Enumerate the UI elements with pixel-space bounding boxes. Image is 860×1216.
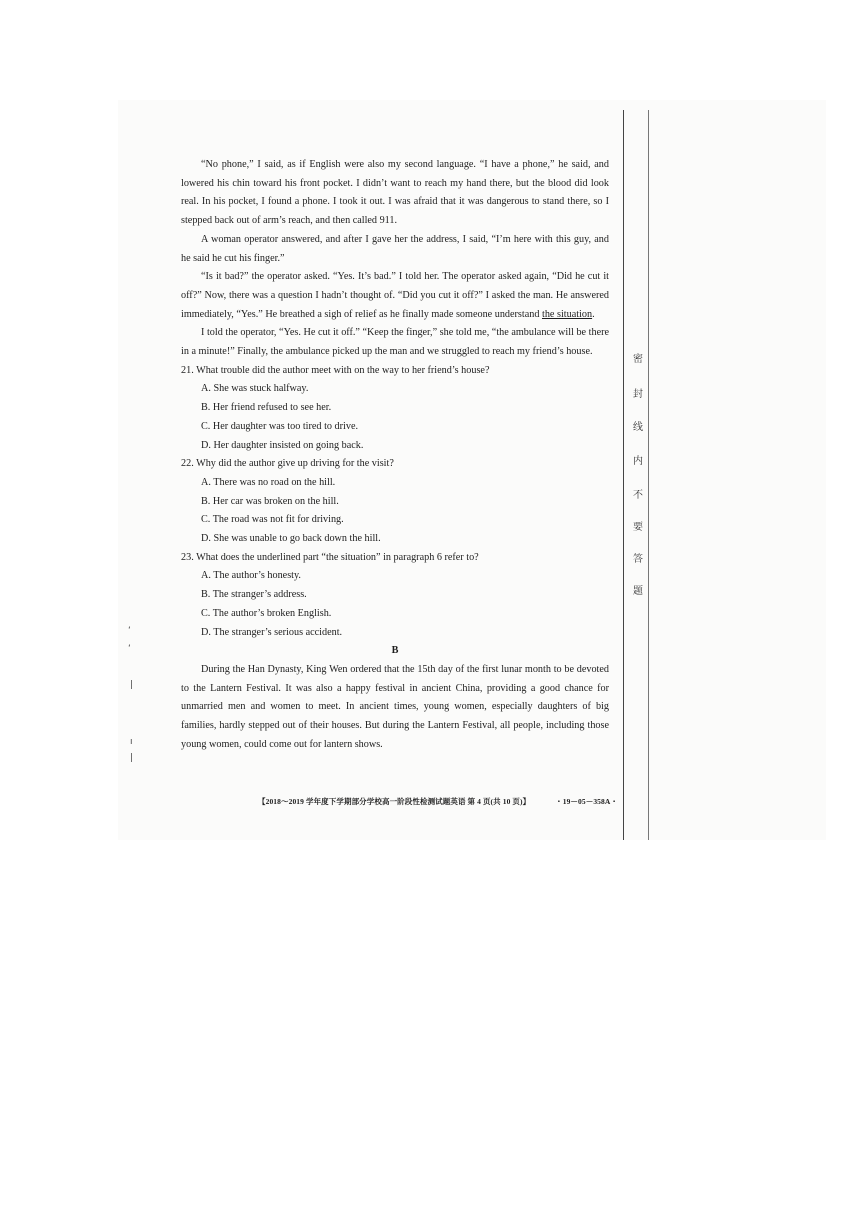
footer-exam-info: 【2018～2019 学年度下学期部分学校高一阶段性检测试题英语 第 4 页(共 10 页)】 xyxy=(258,797,531,806)
question-21-option-c: C. Her daughter was too tired to drive. xyxy=(201,420,359,432)
question-21-option-a: A. She was stuck halfway. xyxy=(201,383,309,395)
seal-char-2: 封 xyxy=(633,389,643,400)
question-22-option-c: C. The road was not fit for driving. xyxy=(201,514,344,526)
binding-line-outer xyxy=(648,110,649,840)
question-21-option-d: D. Her daughter insisted on going back. xyxy=(201,439,364,451)
question-22-option-d: D. She was unable to go back down the hill. xyxy=(201,533,381,545)
section-b-label: B xyxy=(391,645,399,657)
binding-line xyxy=(623,110,624,840)
margin-scan-mark: ı xyxy=(130,737,133,747)
question-23-stem: 23. What does the underlined part “the situation” in paragraph 6 refer to? xyxy=(181,551,479,563)
question-23-option-a: A. The author’s honesty. xyxy=(201,570,301,582)
passage-paragraph-3 xyxy=(181,268,609,324)
seal-char-6: 要 xyxy=(633,522,643,533)
question-22-option-b: B. Her car was broken on the hill. xyxy=(201,495,339,507)
question-23-option-c: C. The author’s broken English. xyxy=(201,607,332,619)
section-b-paragraph: During the Han Dynasty, King Wen ordered that the 15th day of the first lunar month to be devoted to the Lantern Festival. It was also a happy festival in ancient China, providing a good chance for unmarried men and women to meet. In ancient times, young women, especially daughters of big families, hardly stepped out of their houses. But during the Lantern Festival, all people, including those young women, could come out for lantern shows. xyxy=(181,663,609,750)
question-23-option-b: B. The stranger’s address. xyxy=(201,589,307,601)
seal-char-8: 题 xyxy=(633,586,643,597)
margin-scan-mark: | xyxy=(130,680,134,690)
question-23-option-d: D. The stranger’s serious accident. xyxy=(201,626,343,638)
question-21-stem: 21. What trouble did the author meet with on the way to her friend’s house? xyxy=(181,364,490,376)
p3-text-after: . xyxy=(592,308,595,320)
exam-text xyxy=(181,156,609,755)
seal-char-3: 线 xyxy=(633,422,643,433)
margin-scan-mark: ʻ xyxy=(128,626,131,636)
margin-scan-mark: | xyxy=(130,753,134,763)
question-22-stem: 22. Why did the author give up driving for the visit? xyxy=(181,458,394,470)
question-21-option-b: B. Her friend refused to see her. xyxy=(201,402,332,414)
question-22-option-a: A. There was no road on the hill. xyxy=(201,476,336,488)
seal-char-1: 密 xyxy=(633,354,643,365)
seal-char-4: 内 xyxy=(633,456,643,467)
passage-paragraph-2: A woman operator answered, and after I gave her the address, I said, “I’m here with this guy, and he said he cut his finger.” xyxy=(181,233,609,264)
seal-char-5: 不 xyxy=(633,490,643,501)
passage-paragraph-4: I told the operator, “Yes. He cut it off.” “Keep the finger,” she told me, “the ambulance will be there in a minute!” Finally, the ambulance picked up the man and we struggled to reach my friend’s house. xyxy=(181,327,609,358)
seal-char-7: 答 xyxy=(633,554,643,565)
page-footer xyxy=(258,796,618,807)
passage-paragraph-1: “No phone,” I said, as if English were also my second language. “I have a phone,” he said, and lowered his chin toward his front pocket. I didn’t want to reach my hand there, but the blood did look real. In his pocket, I found a phone. I took it out. I was afraid that it was dangerous to stand there, so I stepped back out of arm’s reach, and then called 911. xyxy=(181,159,609,227)
margin-scan-mark: ʻ xyxy=(128,644,131,654)
p3-text-before: “Is it bad?” the operator asked. “Yes. It’s bad.” I told her. The operator asked again, “Did he cut it off?” Now, there was a question I hadn’t thought of. “Did you cut it off?” I asked the man. He answered immediately, “Yes.” He breathed a sigh of relief as he finally made someone understand xyxy=(181,271,609,320)
underlined-phrase: the situation xyxy=(541,308,593,320)
footer-code: ・19－05－358A・ xyxy=(555,797,618,806)
